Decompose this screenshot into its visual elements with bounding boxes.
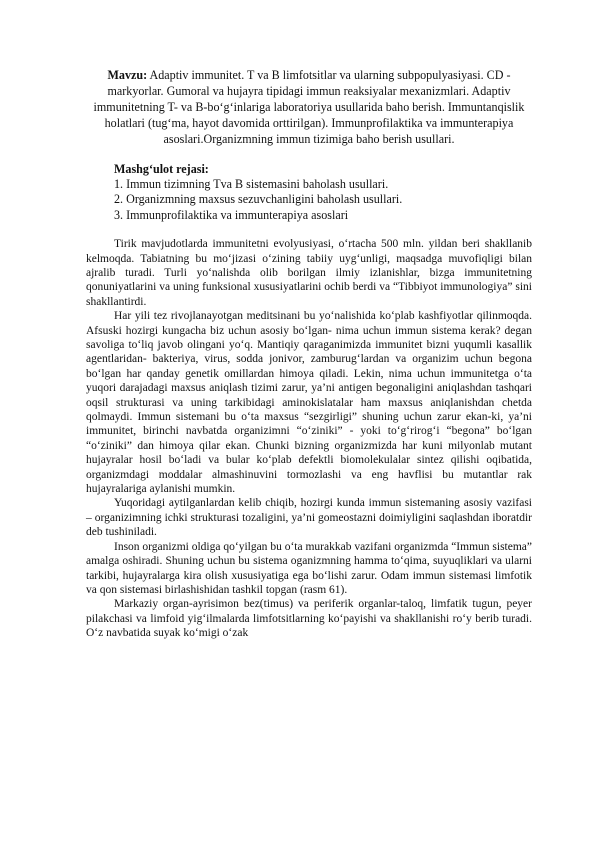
paragraph: Markaziy organ-ayrisimon bez(timus) va periferik organlar-taloq, limfatik tugun, peyer pilakchasi va limfoid yig‘ilmalarda limfotsitlarning ko‘payishi va shakllanishi ro‘y berib turadi. O‘z navbatida suyak ko‘migi o‘zak: [86, 598, 532, 640]
paragraph: Tirik mavjudotlarda immunitetni evolyusiyasi, o‘rtacha 500 mln. yildan beri shakllanib kelmoqda. Tabiatning bu mo‘jizasi o‘zining tabiiy uyg‘unligi, maqsadga muvofiqligi bilan ajralib turadi. Turli yo‘nalishda olib borilgan ilmiy izlanishlar, bizga immunitetning qonuniyatlarini va uning funksional xususiyatlarini ochib berdi va “Tibbiyot immunologiya” sini shakllantirdi.: [86, 238, 532, 308]
topic-text: Adaptiv immunitet. T va B limfotsitlar va ularning subpopulyasiyasi. CD -markyorlar. Gumoral va hujayra tipidagi immun reaksiyalar mexanizmlari. Adaptiv immunitetning T- va B-bo‘g‘inlariga laboratoriya usullarida baho berish. Immuntanqislik holatlari (tug‘ma, hayot davomida orttirilgan). Immunprofilaktika va immunterapiya asoslari.Organizmning immun tizimiga baho berish usullari.: [93, 68, 525, 146]
paragraph: Inson organizmi oldiga qo‘yilgan bu o‘ta murakkab vazifani organizmda “Immun sistema” amalga oshiradi. Shuning uchun bu sistema oganizmning hamma to‘qima, suyuqliklari va ularni tarkibi, hujayralarga kira olish xususiyatiga ega bo‘lishi zarur. Odam immun sistemasi limfotik va qon sistemasi birlashishidan tashkil topgan (rasm 61).: [86, 540, 532, 596]
paragraph: Yuqoridagi aytilganlardan kelib chiqib, hozirgi kunda immun sistemaning asosiy vazifasi – organizimning ichki strukturasi tozaligini, ya’ni gomeostazni doimiyligini saqlashdan iboratdir deb tushiniladi.: [86, 497, 532, 539]
body-text: [86, 237, 532, 640]
topic-label: Mavzu:: [107, 68, 148, 82]
paragraph: Har yili tez rivojlanayotgan meditsinani bu yo‘nalishida ko‘plab kashfiyotlar qilinmoqda. Afsuski hozirgi kungacha biz uchun asosiy bo‘lgan- nima uchun immun sistema kerak? degan savoliga to‘liq javob olingani yo‘q. Mantiqiy qaraganimizda immunitet bizni yuqumli kasallik agentlaridan- bakteriya, virus, sodda jonivor, zamburug‘lardan va organizim uchun begona bo‘lgan har qanday genetik omillardan himoya qiladi. Lekin, nima uchun immunitetga o‘ta yuqori darajadagi maxsus aniqlash tizimi zarur, ya’ni antigen begonaligini aniqlashdan tashqari oqsil strukturasi va uning tarkibidagi aminokislatalar ham maxsus aniqlanishdan chetda qolmaydi. Immun sistemani bu o‘ta maxsus “sezgirligi” shuning uchun zarur ekan-ki, ya’ni immunitet, birinchi navbatda organizimni “o‘ziniki” - yoki to‘g‘rirog‘i “begona” bo‘lgan “o‘ziniki” dan himoya qilar ekan. Chunki bizning organizmizda har kuni milyonlab mutant hujayralar hosil bo‘ladi va bular ko‘plab defektli biomolekulalar sintez qilishi oqibatida, organizmdagi moddalar almashinuvini tormozlashi va eng havflisi bu mutantlar rak hujayralariga aylanishi mumkin.: [86, 310, 532, 496]
plan-item: 3. Immunprofilaktika va immunterapiya asoslari: [114, 207, 349, 222]
plan-title: Mashg‘ulot rejasi:: [114, 161, 209, 176]
plan-item: 2. Organizmning maxsus sezuvchanligini baholash usullari.: [114, 192, 403, 207]
topic-heading: [86, 68, 532, 148]
document-page: [86, 68, 532, 641]
plan-item: 1. Immun tizimning Tva B sistemasini baholash usullari.: [114, 176, 389, 191]
lesson-plan: [114, 162, 532, 224]
